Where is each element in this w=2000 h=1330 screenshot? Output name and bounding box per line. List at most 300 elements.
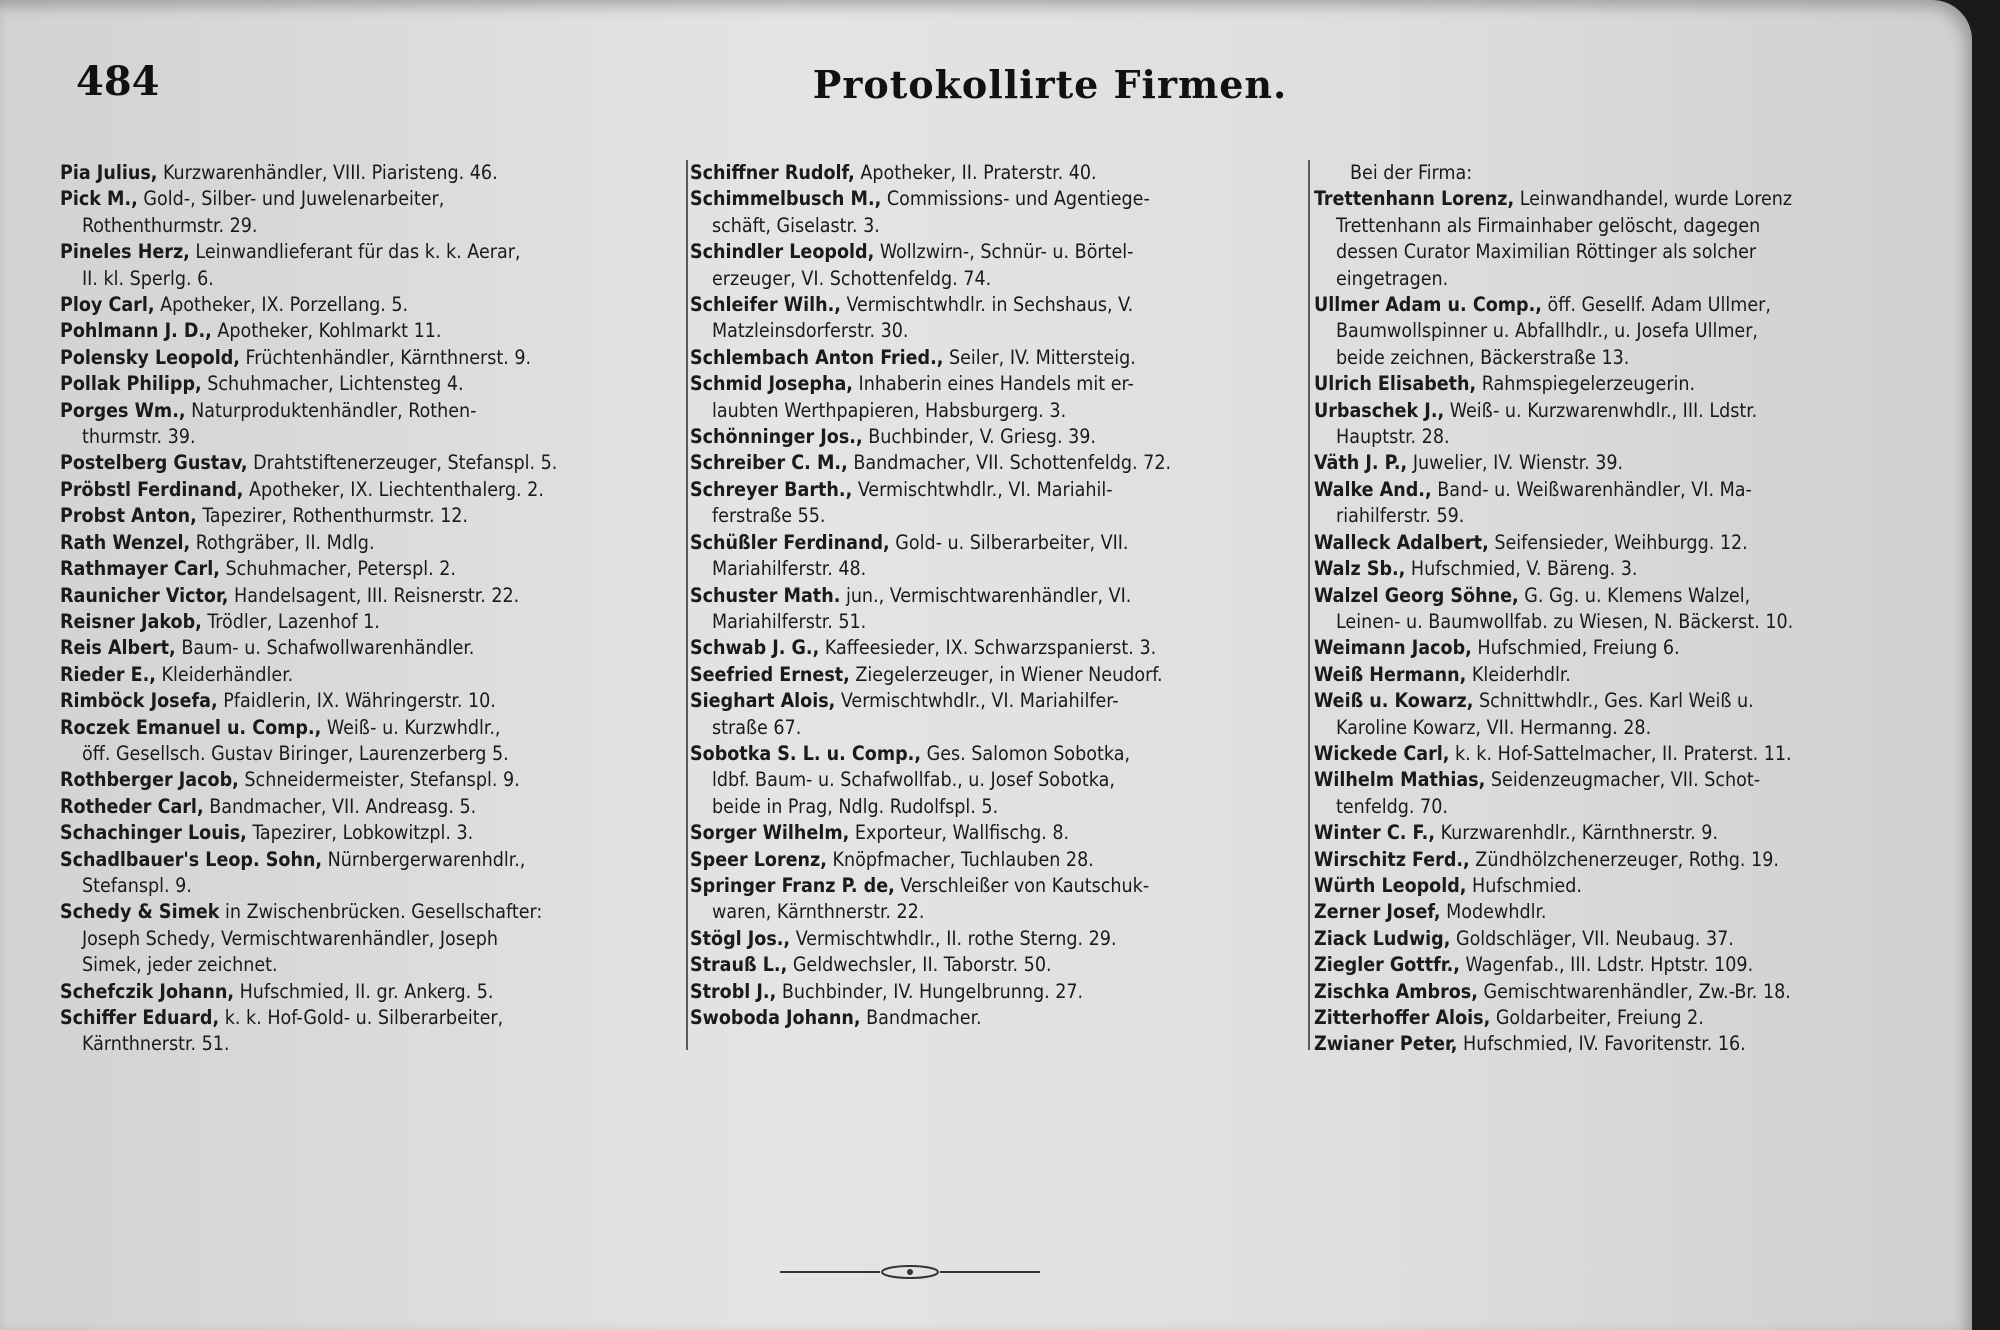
firm-entry: [60, 318, 680, 344]
entry-first-line: [1314, 635, 1936, 661]
firm-details: Trettenhann als Firmainhaber gelöscht, dagegen: [1336, 213, 1761, 237]
entry-first-line: [1314, 1031, 1936, 1057]
firm-details: Hufschmied, II. gr. Ankerg. 5.: [239, 979, 494, 1003]
firm-details: Apotheker, II. Praterstr. 40.: [860, 161, 1097, 184]
firm-entry: [690, 292, 1302, 345]
firm-details: Simek, jeder zeichnet.: [82, 953, 278, 977]
firm-name: Reisner Jakob,: [60, 609, 202, 633]
firm-entry: [60, 450, 680, 476]
firm-details: waren, Kärnthnerstr. 22.: [712, 900, 925, 924]
firm-entry: [690, 345, 1302, 371]
firm-entry: [60, 609, 680, 635]
firm-details: Mariahilferstr. 48.: [712, 557, 867, 581]
firm-entry: [690, 635, 1302, 661]
firm-name: Schreiber C. M.,: [690, 451, 848, 475]
entry-first-line: [690, 741, 1302, 767]
firm-details: in Zwischenbrücken. Gesellschafter:: [225, 900, 543, 924]
firm-column-2: [690, 160, 1302, 1031]
firm-entry: [1314, 450, 1936, 476]
firm-details: Commissions- und Agentiege-: [886, 187, 1150, 211]
entry-first-line: [60, 820, 680, 846]
entry-first-line: [1314, 398, 1936, 424]
entry-first-line: [690, 424, 1302, 450]
firm-column-1: [60, 160, 680, 1058]
firm-name: Schefczik Johann,: [60, 979, 234, 1003]
firm-details: Schnittwhdlr., Ges. Karl Weiß u.: [1479, 689, 1754, 713]
entry-first-line: [60, 477, 680, 503]
firm-name: Schüßler Ferdinand,: [690, 530, 890, 554]
firm-entry: [60, 530, 680, 556]
firm-name: Winter C. F.,: [1314, 821, 1435, 845]
firm-entry: [60, 635, 680, 661]
firm-details: Schuhmacher, Peterspl. 2.: [225, 557, 456, 581]
firm-entry: [1314, 583, 1936, 636]
entry-first-line: [690, 635, 1302, 661]
firm-name: Schadlbauer's Leop. Sohn,: [60, 847, 323, 871]
firm-entry: [1314, 926, 1936, 952]
firm-name: Ziack Ludwig,: [1314, 926, 1451, 950]
firm-details: Wagenfab., III. Ldstr. Hptstr. 109.: [1465, 953, 1754, 977]
entry-first-line: [690, 239, 1302, 265]
firm-entry: [1314, 767, 1936, 820]
entry-first-line: [690, 530, 1302, 556]
entry-first-line: [690, 186, 1302, 212]
firm-details: Wollzwirn-, Schnür- u. Börtel-: [879, 240, 1134, 264]
firm-name: Trettenhann Lorenz,: [1314, 187, 1515, 211]
firm-details: öff. Gesellf. Adam Ullmer,: [1547, 293, 1771, 317]
firm-name: Schachinger Louis,: [60, 821, 247, 845]
entry-first-line: [60, 239, 680, 265]
firm-name: Schönninger Jos.,: [690, 425, 863, 449]
entry-first-line: [1314, 450, 1936, 476]
firm-details: tenfeldg. 70.: [1336, 794, 1448, 818]
firm-details: jun., Vermischtwarenhändler, VI.: [845, 583, 1132, 607]
entry-first-line: [60, 794, 680, 820]
firm-entry: [1314, 688, 1936, 741]
firm-name: Schindler Leopold,: [690, 240, 875, 264]
firm-name: Ziegler Gottfr.,: [1314, 953, 1460, 977]
entry-continuation-line: [1314, 345, 1936, 371]
firm-details: öff. Gesellsch. Gustav Biringer, Laurenzerberg 5.: [82, 741, 509, 765]
firm-details: Hufschmied.: [1472, 873, 1582, 897]
firm-details: Bandmacher, VII. Schottenfeldg. 72.: [853, 451, 1172, 475]
firm-name: Rieder E.,: [60, 662, 156, 686]
firm-entry: [1314, 899, 1936, 925]
entry-first-line: [60, 662, 680, 688]
firm-name: Pineles Herz,: [60, 240, 190, 264]
firm-name: Schleifer Wilh.,: [690, 293, 841, 317]
firm-details: Kurzwarenhdlr., Kärnthnerstr. 9.: [1440, 821, 1719, 845]
firm-details: Leinen- u. Baumwollfab. zu Wiesen, N. Bäckerst. 10.: [1336, 609, 1794, 633]
entry-first-line: [60, 767, 680, 793]
entry-first-line: [60, 609, 680, 635]
firm-entry: [1314, 292, 1936, 371]
column-intro: Bei der Firma:: [1350, 161, 1473, 184]
entry-continuation-line: [690, 767, 1302, 793]
entry-continuation-line: [1314, 794, 1936, 820]
entry-first-line: [1314, 741, 1936, 767]
firm-entry: [1314, 398, 1936, 451]
ornament-divider: [780, 1262, 1040, 1282]
firm-details: Goldschläger, VII. Neubaug. 37.: [1455, 926, 1734, 950]
firm-details: Trödler, Lazenhof 1.: [207, 609, 380, 633]
firm-details: Geldwechsler, II. Taborstr. 50.: [792, 953, 1052, 977]
firm-details: Stefanspl. 9.: [82, 873, 192, 897]
firm-name: Strauß L.,: [690, 953, 788, 977]
firm-name: Zerner Josef,: [1314, 900, 1441, 924]
firm-details: Leinwandhandel, wurde Lorenz: [1519, 187, 1793, 211]
firm-name: Pröbstl Ferdinand,: [60, 477, 244, 501]
firm-details: Apotheker, IX. Liechtenthalerg. 2.: [249, 477, 544, 501]
firm-details: Gold-, Silber- und Juwelenarbeiter,: [143, 187, 445, 211]
firm-name: Walleck Adalbert,: [1314, 530, 1489, 554]
firm-entry: [1314, 186, 1936, 292]
firm-name: Zitterhoffer Alois,: [1314, 1006, 1491, 1029]
firm-details: Buchbinder, V. Griesg. 39.: [868, 425, 1096, 449]
entry-first-line: [1314, 292, 1936, 318]
firm-column-3: [1314, 160, 1936, 1058]
firm-entry: [60, 899, 680, 978]
entry-first-line: [1314, 1005, 1936, 1031]
firm-entry: [60, 662, 680, 688]
firm-entry: [60, 715, 680, 768]
entry-continuation-line: [1314, 318, 1936, 344]
entry-continuation-line: [690, 213, 1302, 239]
firm-details: Ges. Salomon Sobotka,: [926, 741, 1131, 765]
entry-first-line: [60, 398, 680, 424]
entry-first-line: [60, 583, 680, 609]
entry-first-line: [1314, 979, 1936, 1005]
firm-name: Würth Leopold,: [1314, 873, 1467, 897]
firm-entry: [60, 239, 680, 292]
firm-details: Weiß- u. Kurzwarenwhdlr., III. Ldstr.: [1449, 398, 1758, 422]
entry-first-line: [690, 160, 1302, 186]
entry-first-line: [60, 715, 680, 741]
firm-entry: [690, 952, 1302, 978]
firm-entry: [690, 688, 1302, 741]
firm-name: Walzel Georg Söhne,: [1314, 583, 1519, 607]
firm-details: Exporteur, Wallfischg. 8.: [854, 821, 1070, 845]
entry-first-line: [690, 371, 1302, 397]
firm-entry: [60, 556, 680, 582]
firm-details: Tapezirer, Rothenthurmstr. 12.: [202, 504, 468, 528]
firm-details: laubten Werthpapieren, Habsburgerg. 3.: [712, 398, 1067, 422]
firm-details: Pfaidlerin, IX. Währingerstr. 10.: [223, 689, 496, 713]
entry-first-line: [1314, 530, 1936, 556]
firm-entry: [60, 371, 680, 397]
firm-entry: [1314, 477, 1936, 530]
firm-name: Roczek Emanuel u. Comp.,: [60, 715, 322, 739]
firm-entry: [60, 767, 680, 793]
entry-first-line: [1314, 583, 1936, 609]
firm-name: Swoboda Johann,: [690, 1006, 861, 1029]
firm-details: Hufschmied, Freiung 6.: [1477, 636, 1680, 660]
entry-continuation-line: [60, 266, 680, 292]
firm-details: Hufschmied, IV. Favoritenstr. 16.: [1463, 1032, 1746, 1056]
firm-details: Juwelier, IV. Wienstr. 39.: [1412, 451, 1624, 475]
entry-continuation-line: [1314, 239, 1936, 265]
firm-name: Porges Wm.,: [60, 398, 186, 422]
entry-first-line: [1314, 873, 1936, 899]
entry-continuation-line: [1314, 609, 1936, 635]
entry-first-line: [690, 873, 1302, 899]
firm-name: Wilhelm Mathias,: [1314, 768, 1486, 792]
firm-details: Drahtstiftenerzeuger, Stefanspl. 5.: [253, 451, 558, 475]
firm-details: Hauptstr. 28.: [1336, 425, 1450, 449]
firm-details: Knöpfmacher, Tuchlauben 28.: [832, 847, 1094, 871]
entry-first-line: [60, 371, 680, 397]
firm-entry: [60, 794, 680, 820]
entry-first-line: [60, 635, 680, 661]
firm-name: Seefried Ernest,: [690, 662, 850, 686]
entry-continuation-line: [1314, 266, 1936, 292]
firm-entry: [690, 926, 1302, 952]
entry-continuation-line: [690, 899, 1302, 925]
entry-first-line: [690, 662, 1302, 688]
firm-name: Pick M.,: [60, 187, 138, 211]
firm-details: Naturproduktenhändler, Rothen-: [191, 398, 477, 422]
firm-entry: [690, 239, 1302, 292]
entry-first-line: [60, 292, 680, 318]
firm-details: Vermischtwhdlr., VI. Mariahilfer-: [840, 689, 1119, 713]
entry-first-line: [690, 583, 1302, 609]
entry-first-line: [1314, 371, 1936, 397]
entry-first-line: [1314, 767, 1936, 793]
entry-first-line: [60, 530, 680, 556]
firm-details: Seiler, IV. Mittersteig.: [948, 345, 1136, 369]
firm-details: Buchbinder, IV. Hungelbrunng. 27.: [781, 979, 1084, 1003]
firm-entry: [1314, 873, 1936, 899]
firm-details: erzeuger, VI. Schottenfeldg. 74.: [712, 266, 992, 290]
firm-name: Schwab J. G.,: [690, 636, 820, 660]
firm-name: Rathmayer Carl,: [60, 557, 220, 581]
entry-continuation-line: [690, 715, 1302, 741]
firm-entry: [60, 820, 680, 846]
firm-entry: [1314, 371, 1936, 397]
firm-details: Baumwollspinner u. Abfallhdlr., u. Josefa Ullmer,: [1336, 319, 1758, 343]
firm-name: Sieghart Alois,: [690, 689, 836, 713]
firm-name: Ploy Carl,: [60, 293, 155, 317]
firm-details: Matzleinsdorferstr. 30.: [712, 319, 909, 343]
firm-entry: [60, 847, 680, 900]
firm-details: Apotheker, IX. Porzellang. 5.: [160, 293, 409, 317]
entry-first-line: [690, 688, 1302, 714]
entry-continuation-line: [690, 398, 1302, 424]
firm-name: Schlembach Anton Fried.,: [690, 345, 944, 369]
entry-first-line: [690, 979, 1302, 1005]
column-divider: [1308, 160, 1310, 1050]
firm-entry: [60, 477, 680, 503]
entry-continuation-line: [1314, 213, 1936, 239]
entry-continuation-line: [60, 952, 680, 978]
firm-details: Karoline Kowarz, VII. Hermanng. 28.: [1336, 715, 1652, 739]
firm-name: Schuster Math.: [690, 583, 841, 607]
firm-details: II. kl. Sperlg. 6.: [82, 266, 214, 290]
firm-name: Rimböck Josefa,: [60, 689, 218, 713]
firm-name: Schedy & Simek: [60, 900, 220, 924]
firm-details: Modewhdlr.: [1446, 900, 1547, 924]
entry-first-line: [1314, 186, 1936, 212]
firm-entry: [60, 292, 680, 318]
firm-name: Postelberg Gustav,: [60, 451, 248, 475]
entry-continuation-line: [690, 318, 1302, 344]
entry-first-line: [1314, 556, 1936, 582]
firm-details: Mariahilferstr. 51.: [712, 609, 867, 633]
firm-details: ferstraße 55.: [712, 504, 826, 528]
entry-first-line: [690, 1005, 1302, 1031]
entry-first-line: [1314, 899, 1936, 925]
firm-entry: [60, 688, 680, 714]
firm-entry: [1314, 952, 1936, 978]
firm-details: Leinwandlieferant für das k. k. Aerar,: [195, 240, 521, 264]
entry-first-line: [1314, 820, 1936, 846]
firm-details: beide zeichnen, Bäckerstraße 13.: [1336, 345, 1630, 369]
firm-entry: [1314, 979, 1936, 1005]
firm-details: Bandmacher, VII. Andreasg. 5.: [209, 794, 477, 818]
entry-first-line: [1314, 662, 1936, 688]
entry-first-line: [690, 450, 1302, 476]
firm-details: straße 67.: [712, 715, 802, 739]
entry-first-line: [1314, 926, 1936, 952]
firm-name: Probst Anton,: [60, 504, 197, 528]
entry-first-line: [60, 345, 680, 371]
firm-name: Polensky Leopold,: [60, 345, 240, 369]
firm-name: Rotheder Carl,: [60, 794, 204, 818]
entry-first-line: [1314, 477, 1936, 503]
entry-first-line: [60, 318, 680, 344]
firm-details: thurmstr. 39.: [82, 425, 196, 449]
firm-details: k. k. Hof-Sattelmacher, II. Praterst. 11.: [1454, 741, 1792, 765]
firm-details: Ziegelerzeuger, in Wiener Neudorf.: [855, 662, 1163, 686]
firm-name: Wirschitz Ferd.,: [1314, 847, 1470, 871]
firm-entry: [60, 979, 680, 1005]
firm-details: Vermischtwhdlr., VI. Mariahil-: [857, 477, 1113, 501]
entry-continuation-line: [690, 266, 1302, 292]
firm-entry: [1314, 530, 1936, 556]
entry-first-line: [60, 979, 680, 1005]
firm-entry: [1314, 847, 1936, 873]
firm-entry: [60, 1005, 680, 1058]
firm-details: k. k. Hof-Gold- u. Silberarbeiter,: [224, 1006, 504, 1029]
entry-first-line: [60, 1005, 680, 1031]
firm-entry: [690, 1005, 1302, 1031]
firm-entry: [690, 873, 1302, 926]
firm-entry: [690, 847, 1302, 873]
firm-name: Strobl J.,: [690, 979, 777, 1003]
firm-entry: [1314, 635, 1936, 661]
firm-entry: [60, 345, 680, 371]
firm-details: dessen Curator Maximilian Röttinger als solcher: [1336, 240, 1757, 264]
firm-details: Verschleißer von Kautschuk-: [900, 873, 1150, 897]
entry-first-line: [690, 477, 1302, 503]
entry-continuation-line: [60, 873, 680, 899]
firm-entry: [690, 186, 1302, 239]
firm-name: Väth J. P.,: [1314, 451, 1408, 475]
firm-name: Walke And.,: [1314, 477, 1432, 501]
firm-name: Sobotka S. L. u. Comp.,: [690, 741, 922, 765]
firm-details: Handelsagent, III. Reisnerstr. 22.: [234, 583, 520, 607]
firm-name: Schiffner Rudolf,: [690, 161, 855, 184]
firm-details: Bandmacher.: [866, 1006, 982, 1029]
firm-name: Zwianer Peter,: [1314, 1032, 1458, 1056]
firm-name: Weimann Jacob,: [1314, 636, 1472, 660]
firm-name: Rothberger Jacob,: [60, 768, 239, 792]
firm-details: G. Gg. u. Klemens Walzel,: [1524, 583, 1751, 607]
firm-details: Rothgräber, II. Mdlg.: [195, 530, 375, 554]
firm-entry: [690, 979, 1302, 1005]
entry-first-line: [690, 820, 1302, 846]
firm-entry: [60, 398, 680, 451]
firm-name: Reis Albert,: [60, 636, 176, 660]
column-divider: [686, 160, 688, 1050]
entry-first-line: [690, 345, 1302, 371]
entry-first-line: [690, 926, 1302, 952]
entry-first-line: [690, 847, 1302, 873]
firm-details: Joseph Schedy, Vermischtwarenhändler, Joseph: [82, 926, 498, 950]
firm-name: Pollak Philipp,: [60, 372, 202, 396]
firm-entry: [60, 503, 680, 529]
entry-continuation-line: [690, 794, 1302, 820]
firm-entry: [1314, 1031, 1936, 1057]
firm-entry: [690, 662, 1302, 688]
firm-details: Kärnthnerstr. 51.: [82, 1032, 230, 1056]
firm-entry: [1314, 1005, 1936, 1031]
page-title: Protokollirte Firmen.: [812, 62, 1288, 107]
firm-entry: [690, 477, 1302, 530]
entry-first-line: [690, 952, 1302, 978]
firm-details: Zündhölzchenerzeuger, Rothg. 19.: [1475, 847, 1779, 871]
firm-entry: [690, 741, 1302, 820]
entry-first-line: [1314, 952, 1936, 978]
firm-name: Pia Julius,: [60, 161, 158, 184]
firm-name: Wickede Carl,: [1314, 741, 1450, 765]
firm-details: Apotheker, Kohlmarkt 11.: [217, 319, 442, 343]
entry-first-line: [60, 556, 680, 582]
firm-entry: [690, 450, 1302, 476]
firm-details: Band- u. Weißwarenhändler, VI. Ma-: [1437, 477, 1752, 501]
firm-details: Gold- u. Silberarbeiter, VII.: [895, 530, 1129, 554]
firm-details: beide in Prag, Ndlg. Rudolfspl. 5.: [712, 794, 999, 818]
firm-details: Rothenthurmstr. 29.: [82, 213, 258, 237]
firm-details: Schuhmacher, Lichtensteg 4.: [207, 372, 464, 396]
firm-details: Inhaberin eines Handels mit er-: [858, 372, 1134, 396]
firm-details: Früchtenhändler, Kärnthnerst. 9.: [245, 345, 532, 369]
firm-name: Schimmelbusch M.,: [690, 187, 882, 211]
firm-details: schäft, Giselastr. 3.: [712, 213, 880, 237]
firm-details: Weiß- u. Kurzwhdlr.,: [326, 715, 501, 739]
entry-continuation-line: [60, 424, 680, 450]
firm-details: Kaffeesieder, IX. Schwarzspanierst. 3.: [824, 636, 1157, 660]
firm-name: Weiß Hermann,: [1314, 662, 1467, 686]
firm-entry: [690, 371, 1302, 424]
firm-name: Ulrich Elisabeth,: [1314, 372, 1477, 396]
firm-name: Zischka Ambros,: [1314, 979, 1478, 1003]
firm-name: Springer Franz P. de,: [690, 873, 895, 897]
firm-entry: [690, 530, 1302, 583]
entry-continuation-line: [60, 213, 680, 239]
entry-first-line: [60, 847, 680, 873]
entry-first-line: [1314, 688, 1936, 714]
firm-name: Walz Sb.,: [1314, 557, 1406, 581]
firm-name: Urbaschek J.,: [1314, 398, 1445, 422]
firm-details: Baum- u. Schafwollwarenhändler.: [181, 636, 475, 660]
entry-first-line: [60, 160, 680, 186]
entry-first-line: [60, 186, 680, 212]
firm-name: Schreyer Barth.,: [690, 477, 853, 501]
firm-name: Rath Wenzel,: [60, 530, 191, 554]
entry-first-line: [60, 899, 680, 925]
firm-details: riahilferstr. 59.: [1336, 504, 1465, 528]
